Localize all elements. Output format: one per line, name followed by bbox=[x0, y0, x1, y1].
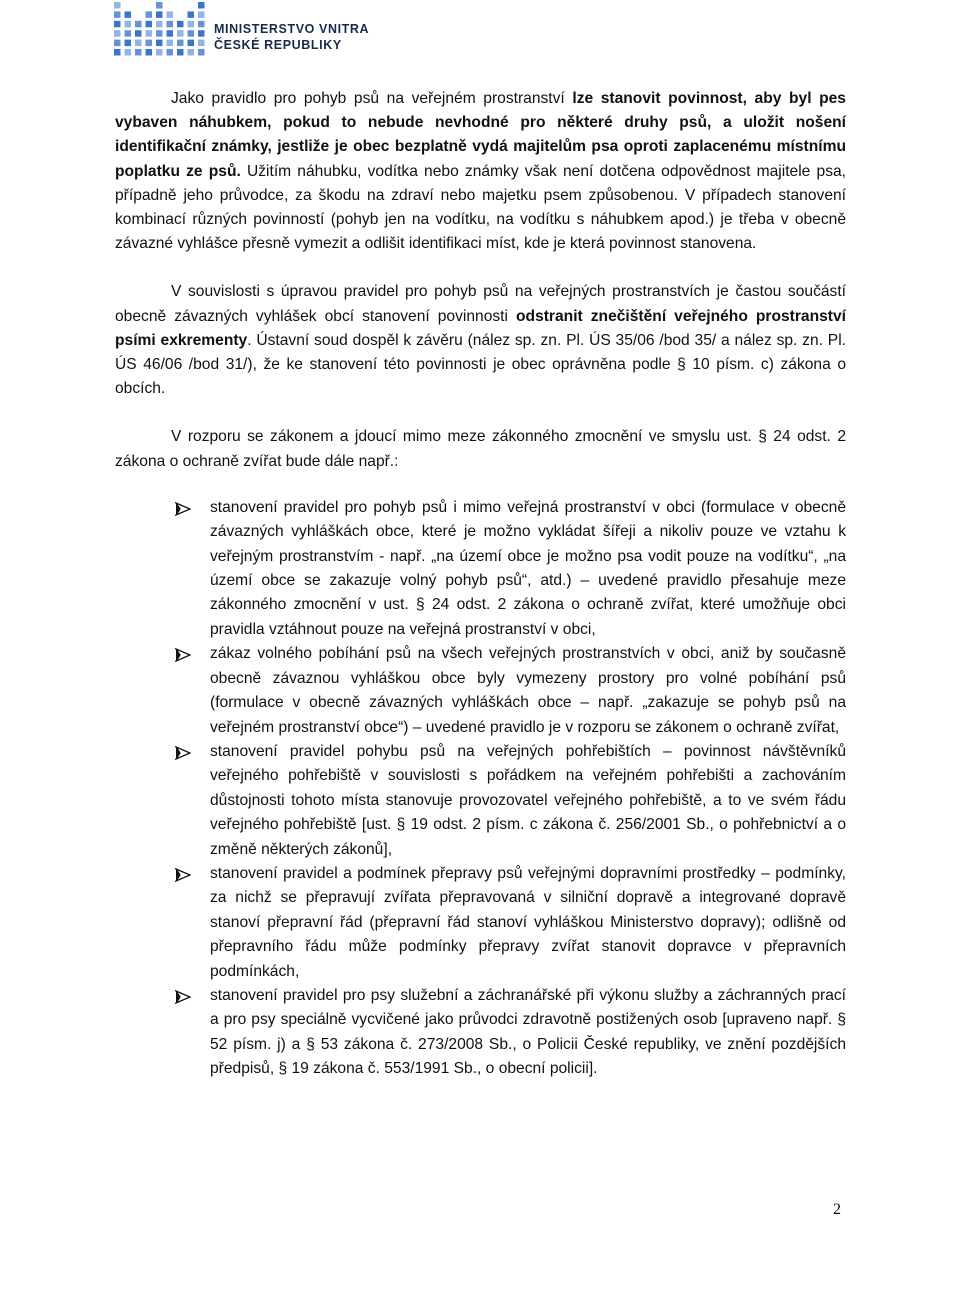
logo-dot bbox=[167, 21, 174, 28]
ministry-logo bbox=[112, 0, 370, 62]
paragraph-3 bbox=[115, 425, 846, 473]
logo-text-line2: ČESKÉ REPUBLIKY bbox=[214, 38, 342, 52]
logo-dot bbox=[177, 30, 184, 37]
logo-dot bbox=[188, 40, 195, 47]
logo-dot bbox=[156, 40, 163, 47]
logo-dot bbox=[188, 21, 195, 28]
logo-dot bbox=[198, 21, 205, 28]
logo-dot bbox=[198, 30, 205, 37]
arrowhead-bullet-icon bbox=[175, 502, 191, 516]
logo-dot bbox=[146, 49, 153, 56]
logo-dot bbox=[114, 2, 121, 9]
logo-dot bbox=[125, 21, 132, 28]
logo-dot bbox=[188, 11, 195, 18]
list-item bbox=[115, 862, 846, 984]
logo-dot bbox=[135, 40, 142, 47]
paragraph-3-text: V rozporu se zákonem a jdoucí mimo meze zákonného zmocnění ve smyslu ust. § 24 odst. 2 zákona o ochraně zvířat bude dále např.: bbox=[115, 428, 846, 470]
logo-dot bbox=[135, 49, 142, 56]
logo-dot bbox=[125, 49, 132, 56]
arrowhead-bullet-icon bbox=[175, 746, 191, 760]
logo-dots-icon bbox=[112, 0, 208, 58]
list-item bbox=[115, 740, 846, 862]
arrowhead-bullet-icon bbox=[175, 868, 191, 882]
list-item bbox=[115, 642, 846, 740]
list-item bbox=[115, 496, 846, 642]
logo-dot bbox=[146, 21, 153, 28]
logo-dot bbox=[167, 30, 174, 37]
bullet-list bbox=[115, 496, 846, 1082]
list-item-text: stanovení pravidel a podmínek přepravy psů veřejnými dopravními prostředky – podmínky, za nichž se přepravují zvířata přepravovaná v silniční dopravě a integrované dopravě stanoví přepravní řád (přepravní řád stanoví vyhláškou Ministerstvo dopravy); odlišně od přepravního řádu může podmínky přepravy zvířat stanovit dopravce v přepravních podmínkách, bbox=[210, 864, 846, 980]
logo-dot bbox=[125, 11, 132, 18]
logo-dot bbox=[146, 40, 153, 47]
logo-dot bbox=[198, 40, 205, 47]
paragraph-2-text-end: . Ústavní soud dospěl k závěru (nález sp. zn. Pl. ÚS 35/06 /bod 35/ a nález sp. zn. Pl. ÚS 46/06 /bod 31/), že ke stanovení této povinnosti je obec oprávněna podle § 10 písm. c) zákona o obcích. bbox=[115, 331, 846, 398]
paragraph-2-text: V souvislosti s úpravou pravidel pro pohyb psů na veřejných prostranstvích je častou součástí obecně závazných vyhlášek obcí stanovení povinnosti bbox=[115, 283, 846, 325]
logo-text-line1: MINISTERSTVO VNITRA bbox=[214, 22, 370, 36]
page-number: 2 bbox=[833, 1201, 841, 1218]
list-item-text: stanovení pravidel pro psy služební a záchranářské při výkonu služby a záchranných prací a pro psy speciálně vycvičené jako průvodci zdravotně postižených osob [upraveno např. § 52 písm. j) a § 53 zákona č. 273/2008 Sb., o Policii České republiky, ve znění pozdějších předpisů, § 19 zákona č. 553/1991 Sb., o obecní policii]. bbox=[210, 986, 846, 1078]
document-body bbox=[115, 87, 846, 1082]
list-item-text: stanovení pravidel pohybu psů na veřejných pohřebištích – povinnost návštěvníků veřejného pohřebiště v souvislosti s pořádkem na veřejném pohřebišti a zachováním důstojnosti tohoto místa stanovuje provozovatel veřejného pohřebiště, a to ve svém řádu veřejného pohřebiště [ust. § 19 odst. 2 písm. c zákona č. 256/2001 Sb., o pohřebnictví a o změně některých zákonů], bbox=[210, 742, 846, 858]
logo-dot bbox=[114, 30, 121, 37]
logo-dot bbox=[114, 40, 121, 47]
paragraph-1-bold: lze stanovit povinnost, aby byl pes vybaven náhubkem, pokud to nebude nevhodné pro některé druhy psů, a uložit nošení identifikační známky, jestliže je obec bezplatně vydá majitelům psa oproti zaplacenému místnímu poplatku ze psů. bbox=[115, 90, 846, 180]
paragraph-1-text-end: Užitím náhubku, vodítka nebo známky však není dotčena odpovědnost majitele psa, případně jeho průvodce, za škodu na zdraví nebo majetku psem způsobenou. V případech stanovení kombinací různých povinností (pohyb jen na vodítku, na vodítku s náhubkem apod.) je třeba v obecně závazné vyhlášce přesně vymezit a odlišit identifikaci míst, kde je která povinnost stanovena. bbox=[115, 162, 846, 253]
paragraph-2 bbox=[115, 280, 846, 401]
logo-dot bbox=[156, 11, 163, 18]
list-item-text: stanovení pravidel pro pohyb psů i mimo veřejná prostranství v obci (formulace v obecně závazných vyhláškách obce, které je možno vykládat šířeji a nikoliv pouze ve vztahu k veřejným prostranstvím - např. „na území obce je možno psa vodit pouze na vodítku“, „na území obce se zakazuje volný pohyb psů“, atd.) – uvedené pravidlo přesahuje meze zákonného zmocnění v ust. § 24 odst. 2 zákona o ochraně zvířat, které umožňuje obci pravidla vztáhnout pouze na veřejná prostranství v obci, bbox=[210, 498, 846, 638]
logo-dot bbox=[156, 49, 163, 56]
list-item-text: zákaz volného pobíhání psů na všech veřejných prostranstvích v obci, aniž by současně obecně závaznou vyhláškou obce byly vymezeny prostory pro volné pobíhání psů (formulace v obecně závazných vyhláškách obce – např. „zakazuje se pohyb psů na veřejném prostranství obce“) – uvedené pravidlo je v rozporu se zákonem o ochraně zvířat, bbox=[210, 645, 846, 736]
paragraph-2-bold: odstranit znečištění veřejného prostranství psími exkrementy bbox=[115, 307, 847, 349]
arrowhead-bullet-icon bbox=[175, 990, 191, 1004]
logo-dot bbox=[177, 40, 184, 47]
arrowhead-bullet-icon bbox=[175, 648, 191, 662]
logo-dot bbox=[146, 30, 153, 37]
logo-dot bbox=[146, 11, 153, 18]
logo-dot bbox=[167, 11, 174, 18]
paragraph-1 bbox=[115, 87, 846, 256]
logo-dot bbox=[114, 11, 121, 18]
paragraph-1-text: Jako pravidlo pro pohyb psů na veřejném prostranství bbox=[171, 90, 573, 107]
list-item bbox=[115, 984, 846, 1082]
logo-dot bbox=[188, 49, 195, 56]
logo-dot bbox=[156, 2, 163, 9]
logo-dot bbox=[156, 21, 163, 28]
logo-dot bbox=[198, 49, 205, 56]
logo-dot bbox=[177, 21, 184, 28]
logo-dot bbox=[114, 21, 121, 28]
logo-dot bbox=[114, 49, 121, 56]
logo-dot bbox=[167, 49, 174, 56]
logo-dot bbox=[177, 49, 184, 56]
logo-dot bbox=[125, 30, 132, 37]
logo-dot bbox=[135, 30, 142, 37]
logo-dot bbox=[198, 11, 205, 18]
logo-dot bbox=[135, 21, 142, 28]
logo-dot bbox=[198, 2, 205, 9]
logo-dot bbox=[167, 40, 174, 47]
logo-dot bbox=[125, 40, 132, 47]
logo-dot bbox=[188, 30, 195, 37]
logo-dot bbox=[156, 30, 163, 37]
